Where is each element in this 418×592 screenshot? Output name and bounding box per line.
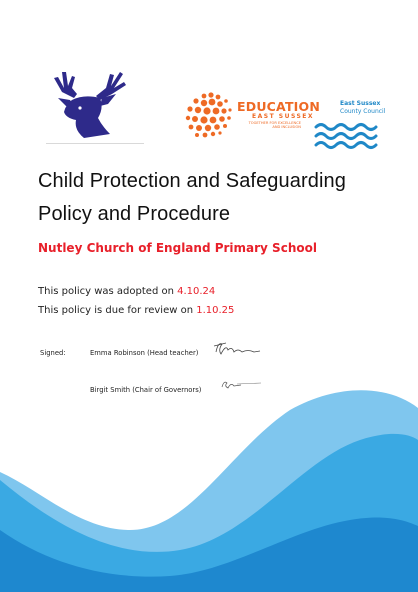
school-name: Nutley Church of England Primary School: [38, 241, 317, 255]
education-east-sussex-logo: [184, 92, 321, 138]
document-title-line1: Child Protection and Safeguarding: [38, 170, 346, 192]
education-logo-title: EDUCATION: [237, 99, 321, 114]
waves-icon: [314, 122, 380, 154]
adopted-date: 4.10.24: [177, 286, 216, 297]
decorative-wave: [0, 380, 418, 592]
signed-label: Signed:: [40, 349, 66, 357]
deer-head-icon: [44, 64, 136, 140]
document-title-line2: Policy and Procedure: [38, 203, 231, 225]
adopted-statement: [38, 286, 215, 297]
adopted-prefix: This policy was adopted on: [38, 286, 178, 297]
review-date: 1.10.25: [196, 305, 235, 316]
review-prefix: This policy is due for review on: [38, 305, 197, 316]
education-logo-tagline: TOGETHER FOR EXCELLENCE AND INCLUSION: [248, 121, 301, 130]
review-statement: [38, 305, 234, 316]
signer-head-teacher: Emma Robinson (Head teacher): [90, 349, 199, 357]
county-logo-line2: County Council: [340, 108, 386, 115]
dots-icon: [184, 92, 234, 138]
county-logo-line1: East Sussex: [340, 100, 381, 107]
education-logo-subtitle: EAST SUSSEX: [252, 113, 315, 120]
logo-divider: [46, 143, 144, 144]
signer-chair-of-governors: Birgit Smith (Chair of Governors): [90, 386, 202, 394]
signature-scribble-1: [212, 340, 262, 358]
east-sussex-county-council-logo: [314, 100, 386, 154]
